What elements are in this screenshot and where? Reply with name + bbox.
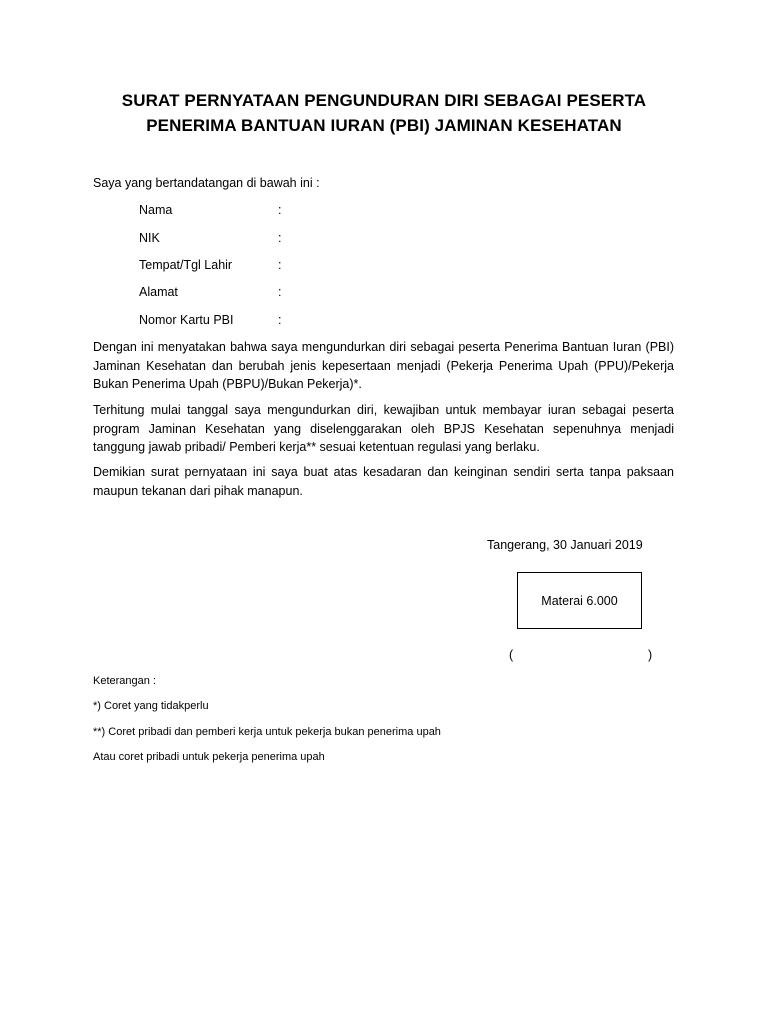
title-line-1: SURAT PERNYATAAN PENGUNDURAN DIRI SEBAGAI PESERTA: [121, 91, 647, 110]
field-alamat: [139, 285, 439, 301]
title-line-2: PENERIMA BANTUAN IURAN (PBI) JAMINAN KESEHATAN: [146, 116, 622, 135]
field-colon: :: [278, 231, 282, 245]
field-colon: :: [278, 285, 282, 299]
signature-paren-close: ): [648, 648, 653, 662]
field-nik: [139, 231, 439, 247]
notes-heading: Keterangan :: [93, 675, 156, 687]
note-item: Atau coret pribadi untuk pekerja penerima upah: [93, 751, 325, 763]
note-item: **) Coret pribadi dan pemberi kerja untuk pekerja bukan penerima upah: [93, 726, 441, 738]
paragraph-obligation: Terhitung mulai tanggal saya mengundurkan diri, kewajiban untuk membayar iuran sebagai peserta program Jaminan Kesehatan yang diselenggarakan oleh BPJS Kesehatan sepenuhnya menjadi tanggung jawab pribadi/ Pemberi kerja** sesuai ketentuan regulasi yang berlaku.: [93, 403, 674, 455]
document-title: [94, 88, 674, 138]
paragraph-statement: Dengan ini menyatakan bahwa saya mengundurkan diri sebagai peserta Penerima Bantuan Iuran (PBI) Jaminan Kesehatan dan berubah jenis kepesertaan menjadi (Pekerja Penerima Upah (PPU)/Pekerja Bukan Penerima Upah (PBPU)/Bukan Pekerja)*.: [93, 340, 674, 392]
field-label: Nomor Kartu PBI: [139, 313, 234, 327]
field-label: Nama: [139, 203, 173, 217]
field-label: Alamat: [139, 285, 178, 299]
note-item: *) Coret yang tidakperlu: [93, 700, 209, 712]
intro-text: Saya yang bertandatangan di bawah ini :: [93, 176, 320, 190]
field-tempat-tgl-lahir: [139, 258, 439, 274]
field-colon: :: [278, 313, 282, 327]
field-label: Tempat/Tgl Lahir: [139, 258, 233, 272]
paragraph-closing: Demikian surat pernyataan ini saya buat atas kesadaran dan keinginan sendiri serta tanpa paksaan maupun tekanan dari pihak manapun.: [93, 465, 674, 498]
place-date: Tangerang, 30 Januari 2019: [487, 538, 643, 552]
field-colon: :: [278, 258, 282, 272]
field-nama: [139, 203, 439, 219]
field-colon: :: [278, 203, 282, 217]
stamp-box: [517, 572, 642, 629]
stamp-label: Materai 6.000: [541, 593, 618, 608]
signature-paren-open: (: [509, 648, 514, 662]
field-nomor-kartu-pbi: [139, 313, 439, 329]
field-label: NIK: [139, 231, 160, 245]
